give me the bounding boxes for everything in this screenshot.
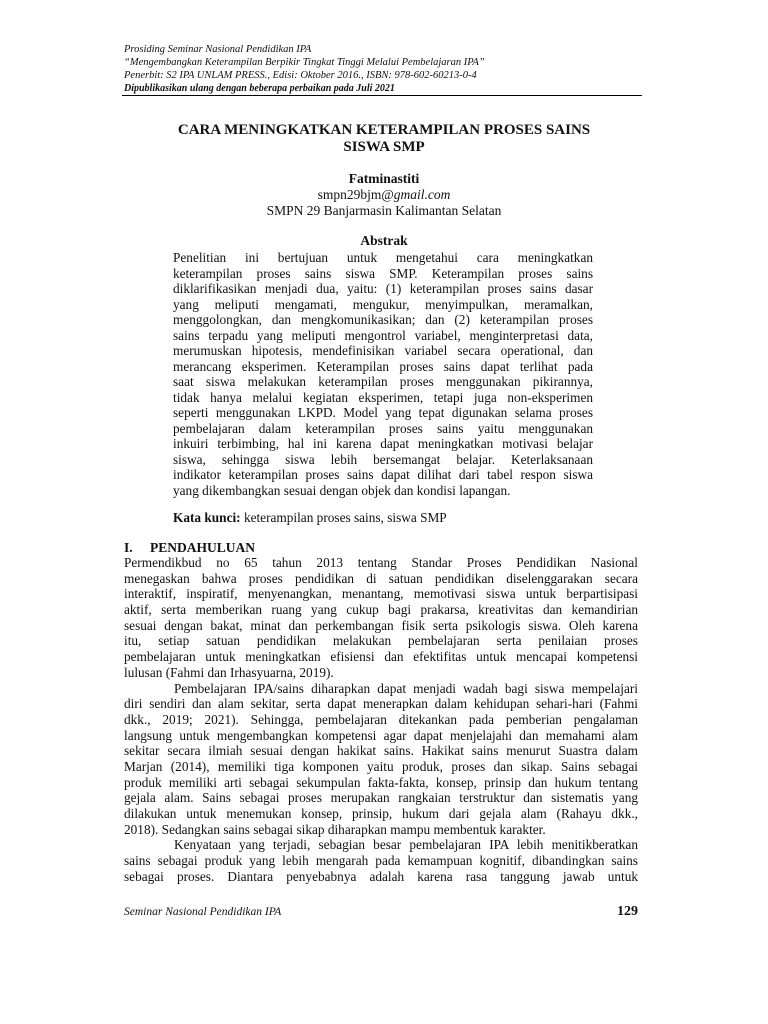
- body-line: pembelajaran untuk meningkatkan efisiensi dan efektifitas untuk mencapai kompetensi: [124, 649, 638, 665]
- abstract-line: tidak hanya melalui kegiatan eksperimen, tetapi juga non-eksperimen: [173, 389, 593, 405]
- keywords: [173, 510, 593, 526]
- running-header: [124, 43, 644, 95]
- abstract-line: yang meliputi mengamati, mengukur, menyimpulkan, meramalkan,: [173, 296, 593, 312]
- body-line: diri sendiri dan alam sekitar, serta dapat menerapkan dalam kehidupan sehari-hari (Fahmi: [124, 696, 638, 712]
- abstract-line: merancang eksperimen. Keterampilan proses sains dapat terlihat pada: [173, 358, 593, 374]
- body-line: gejala alam. Sains sebagai proses merupakan rangkaian terstruktur dan sistematis yang: [124, 790, 638, 806]
- body-line: dkk., 2019; 2021). Sehingga, pembelajaran ditekankan pada pemberian pengalaman: [124, 711, 638, 727]
- paper-title-line-1: CARA MENINGKATKAN KETERAMPILAN PROSES SAINS: [177, 122, 591, 138]
- section-number: I.: [124, 540, 133, 555]
- header-rule: [122, 95, 642, 96]
- paper-title: [124, 122, 644, 156]
- body-line: interaktif, inspiratif, menyenangkan, menantang, memotivasi siswa untuk berpartisipasi: [124, 586, 638, 602]
- section-title: PENDAHULUAN: [150, 540, 256, 555]
- abstract-line: diklarifikasikan menjadi dua, yaitu: (1) keterampilan proses sains dasar: [173, 281, 593, 296]
- author-email-local: smpn29bjm@: [317, 187, 394, 202]
- republication-note: Dipublikasikan ulang dengan beberapa perbaikan pada Juli 2021: [124, 83, 395, 94]
- keywords-label: Kata kunci:: [173, 510, 241, 525]
- abstract-line: sains terpadu yang meliputi mengontrol variabel, menginterpretasi data,: [173, 327, 593, 343]
- abstract-body: [173, 250, 593, 498]
- footer-journal: Seminar Nasional Pendidikan IPA: [124, 906, 282, 918]
- body-line: sains sebagai produk yang lebih mengarah pada kemampuan kognitif, dibandingkan sains: [124, 853, 638, 869]
- abstract-line: Penelitian ini bertujuan untuk mengetahui cara meningkatkan: [173, 250, 593, 265]
- author-name: Fatminastiti: [348, 171, 420, 186]
- author-block: [124, 171, 644, 219]
- body-line: 2018). Sedangkan sains sebagai sikap diharapkan mampu membentuk karakter.: [124, 821, 546, 837]
- author-email-domain: gmail.com: [393, 187, 451, 202]
- abstract-line: menggolongkan, dan mengkomunikasikan; dan (2) keterampilan proses: [173, 312, 593, 327]
- proceedings-name: Prosiding Seminar Nasional Pendidikan IPA: [124, 44, 312, 55]
- proceedings-theme: “Mengembangkan Keterampilan Berpikir Tingkat Tinggi Melalui Pembelajaran IPA”: [124, 57, 485, 68]
- body-line: dilakukan untuk menemukan konsep, prinsip, hukum dari gejala alam (Rahayu dkk.,: [124, 806, 638, 821]
- keywords-text: keterampilan proses sains, siswa SMP: [243, 510, 447, 525]
- body-line: produk memiliki arti sebagai sekumpulan fakta-fakta, konsep, prinsip dan hukum tentang: [124, 774, 638, 790]
- body-line: lulusan (Fahmi dan Irhasyuarna, 2019).: [124, 664, 334, 680]
- abstract-line: keterampilan proses sains siswa SMP. Keterampilan proses sains: [173, 265, 593, 281]
- page-number: 129: [617, 904, 638, 919]
- abstract-line: pembelajaran dalam keterampilan proses sains yaitu menggunakan: [173, 420, 593, 436]
- body-line: Pembelajaran IPA/sains diharapkan dapat menjadi wadah bagi siswa mempelajari: [174, 680, 638, 696]
- abstract-heading: Abstrak: [360, 233, 408, 248]
- body-line: sesuai dengan bakat, minat dan perkembangan fisik serta psikologis siswa. Oleh karena: [124, 617, 638, 633]
- abstract-line: saat siswa melakukan keterampilan proses menggunakan pikirannya,: [173, 374, 593, 389]
- body-line: langsung untuk mengembangkan kompetensi agar dapat menjelajahi dan memahami alam: [124, 727, 638, 743]
- abstract-line: indikator keterampilan proses sains dapat dilihat dari tabel respon siswa: [173, 467, 593, 482]
- body-line: aktif, serta memberikan ruang yang cukup bagi prakarsa, kreativitas dan kemandirian: [124, 602, 638, 618]
- abstract-line: siswa, sehingga siswa lebih bersemangat belajar. Keterlaksanaan: [173, 451, 593, 467]
- abstract-line: inkuiri terbimbing, hal ini karena dapat meningkatkan motivasi belajar: [173, 436, 593, 451]
- author-affiliation: SMPN 29 Banjarmasin Kalimantan Selatan: [266, 203, 502, 218]
- body-text: [124, 555, 638, 884]
- body-line: itu, setiap satuan pendidikan melakukan pembelajaran serta penilaian proses: [124, 633, 638, 649]
- paper-title-line-2: SISWA SMP: [343, 139, 425, 155]
- body-line: sebagai proses. Diantara penyebabnya adalah karena rasa tanggung jawab untuk: [124, 868, 638, 884]
- publisher-info: Penerbit: S2 IPA UNLAM PRESS., Edisi: Oktober 2016., ISBN: 978-602-60213-0-4: [124, 70, 477, 81]
- abstract-line: yang dikembangkan sesuai dengan objek dan kondisi lapangan.: [173, 482, 511, 498]
- body-line: Kenyataan yang terjadi, sebagian besar pembelajaran IPA lebih menitikberatkan: [174, 837, 638, 853]
- body-line: sekitar secara ilmiah sesuai dengan hakikat sains. Hakikat sains menurut Suastra dalam: [124, 743, 638, 759]
- body-line: menegaskan bahwa proses pendidikan di satuan pendidikan diselenggarakan secara: [124, 570, 638, 586]
- body-line: Marjan (2014), memiliki tiga komponen yaitu produk, proses dan sikap. Sains sebagai: [124, 758, 638, 774]
- abstract-line: merumuskan hipotesis, mendefinisikan variabel secara operational, dan: [173, 343, 593, 358]
- author-email: [124, 187, 644, 203]
- abstract-line: seperti menggunakan LKPD. Model yang tepat digunakan selama proses: [173, 405, 593, 420]
- section-heading: [124, 540, 255, 556]
- body-line: Permendikbud no 65 tahun 2013 tentang Standar Proses Pendidikan Nasional: [124, 555, 638, 570]
